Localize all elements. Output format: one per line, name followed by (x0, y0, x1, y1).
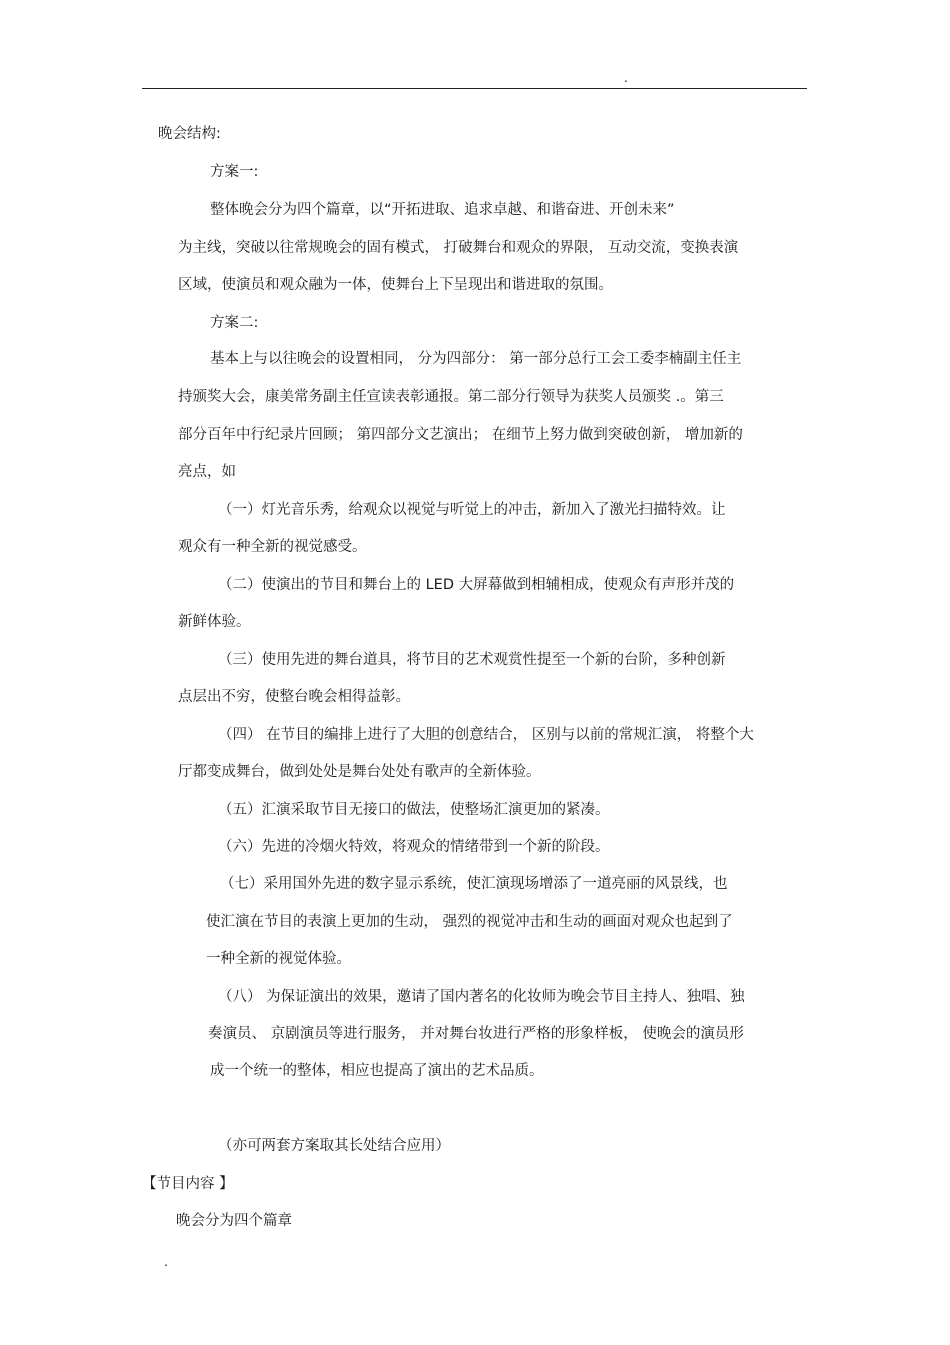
paragraph-line: 整体晚会分为四个篇章，以“开拓进取、追求卓越、和谐奋进、开创未来” (210, 202, 675, 218)
paragraph-line: 基本上与以往晚会的设置相同， 分为四部分： 第一部分总行工会工委李楠副主任主 (210, 351, 742, 367)
paragraph-line: 奏演员、 京剧演员等进行服务， 并对舞台妆进行严格的形象样板， 使晚会的演员形 (208, 1026, 744, 1042)
paragraph-line: 晚会分为四个篇章 (176, 1213, 292, 1229)
list-item-6: （六）先进的冷烟火特效，将观众的情绪带到一个新的阶段。 (218, 839, 610, 855)
heading-structure: 晚会结构: (158, 126, 221, 142)
footer-dot: . (164, 1255, 168, 1269)
list-item-4: （四） 在节目的编排上进行了大胆的创意结合， 区别与以前的常规汇演， 将整个大 (218, 727, 754, 743)
list-item-2: （二）使演出的节目和舞台上的 LED 大屏幕做到相辅相成，使观众有声形并茂的 (218, 577, 735, 593)
list-item-1: （一）灯光音乐秀，给观众以视觉与听觉上的冲击，新加入了激光扫描特效。让 (218, 502, 726, 518)
plan-two-label: 方案二: (210, 315, 259, 331)
section-heading-program: 【节目内容 】 (142, 1176, 234, 1192)
paragraph-line: 持颁奖大会，康美常务副主任宣读表彰通报。第二部分行领导为获奖人员颁奖 .。第三 (178, 389, 724, 405)
paragraph-line: 部分百年中行纪录片回顾； 第四部分文艺演出； 在细节上努力做到突破创新， 增加新的 (178, 427, 743, 443)
list-item-7: （七）采用国外先进的数字显示系统，使汇演现场增添了一道亮丽的风景线，也 (220, 876, 728, 892)
paragraph-line: 观众有一种全新的视觉感受。 (178, 539, 367, 555)
paragraph-line: 一种全新的视觉体验。 (206, 951, 351, 967)
paragraph-line: 点层出不穷，使整台晚会相得益彰。 (178, 689, 410, 705)
list-item-8: （八） 为保证演出的效果，邀请了国内著名的化妆师为晚会节目主持人、独唱、独 (218, 989, 745, 1005)
paragraph-line: 使汇演在节目的表演上更加的生动， 强烈的视觉冲击和生动的画面对观众也起到了 (206, 914, 733, 930)
paragraph-line: 为主线，突破以往常规晚会的固有模式， 打破舞台和观众的界限， 互动交流，变换表演 (178, 240, 739, 256)
paragraph-line: 厅都变成舞台，做到处处是舞台处处有歌声的全新体验。 (178, 764, 541, 780)
paragraph-line: 区域，使演员和观众融为一体，使舞台上下呈现出和谐进取的氛围。 (178, 277, 613, 293)
paragraph-line: 成一个统一的整体，相应也提高了演出的艺术品质。 (210, 1063, 544, 1079)
header-rule (142, 88, 807, 89)
paragraph-line: 亮点，如 (178, 464, 236, 480)
note-line: （亦可两套方案取其长处结合应用） (218, 1138, 450, 1154)
list-item-5: （五）汇演采取节目无接口的做法，使整场汇演更加的紧凑。 (218, 802, 610, 818)
paragraph-line: 新鲜体验。 (178, 614, 251, 630)
list-item-3: （三）使用先进的舞台道具，将节目的艺术观赏性提至一个新的台阶，多种创新 (218, 652, 726, 668)
plan-one-label: 方案一: (210, 164, 259, 180)
header-dot: . (624, 71, 628, 85)
